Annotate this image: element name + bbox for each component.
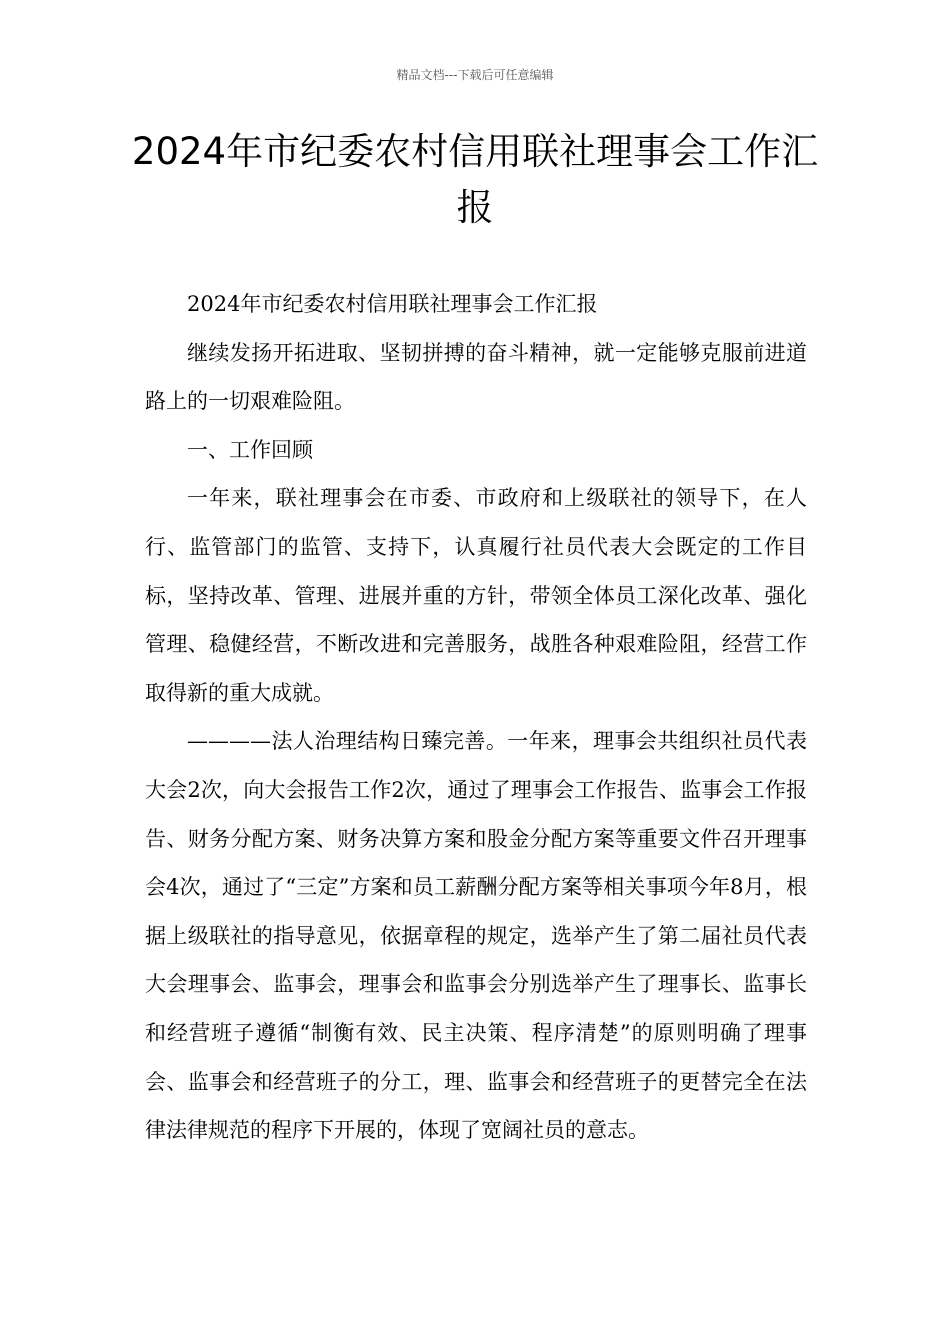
page-header-note: 精品文档---下载后可任意编辑 xyxy=(396,68,554,82)
section-heading-work-review: 一、工作回顾 xyxy=(187,437,313,462)
paragraph-subtitle: 2024年市纪委农村信用联社理事会工作汇报 xyxy=(187,292,598,316)
paragraph-governance: ————法人治理结构日臻完善。一年来，理事会共组织社员代表大会2次，向大会报告工作2次，通过了理事会工作报告、监事会工作报告、财务分配方案、财务决算方案和股金分配方案等重要文件召开理事会4次，通过了“三定”方案和员工薪酬分配方案等相关事项今年8月，根据上级联社的指导意见，依据章程的规定，选举产生了第二届社员代表大会理事会、监事会，理事会和监事会分别选举产生了理事长、监事长和经营班子遵循“制衡有效、民主决策、程序清楚”的原则明确了理事会、监事会和经营班子的分工，理、监事会和经营班子的更替完全在法律法律规范的程序下开展的，体现了宽阔社员的意志。 xyxy=(145,729,807,1143)
document-body xyxy=(145,280,807,1155)
document-title: 2024年市纪委农村信用联社理事会工作汇报 xyxy=(131,130,819,229)
paragraph-review-summary: 一年来，联社理事会在市委、市政府和上级联社的领导下，在人行、监管部门的监管、支持下，认真履行社员代表大会既定的工作目标，坚持改革、管理、进展并重的方针，带领全体员工深化改革、强化管理、稳健经营，不断改进和完善服务，战胜各种艰难险阻，经营工作取得新的重大成就。 xyxy=(145,486,807,705)
paragraph-intro: 继续发扬开拓进取、坚韧拼搏的奋斗精神，就一定能够克服前进道路上的一切艰难险阻。 xyxy=(145,340,807,414)
